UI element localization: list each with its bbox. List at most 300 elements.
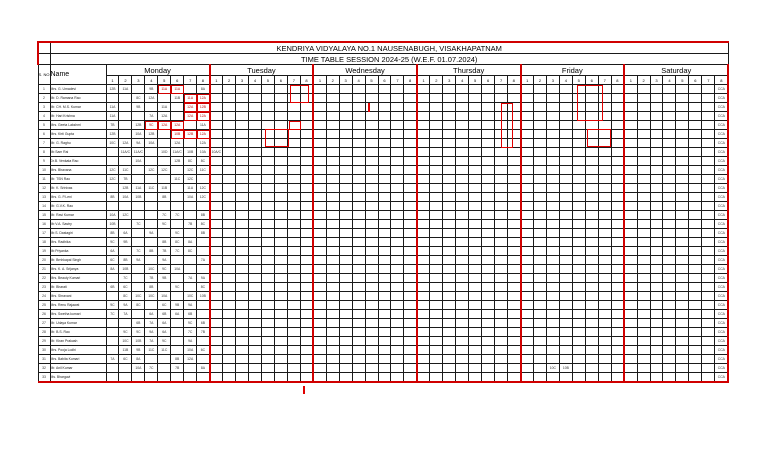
period-cell[interactable]	[197, 301, 210, 310]
period-cell[interactable]	[223, 202, 236, 211]
period-cell[interactable]	[663, 85, 676, 94]
period-cell[interactable]: 10B	[132, 193, 145, 202]
period-cell[interactable]: 9C	[106, 238, 119, 247]
period-cell[interactable]	[223, 112, 236, 121]
period-cell[interactable]	[469, 193, 482, 202]
period-cell[interactable]: 12C	[158, 166, 171, 175]
period-cell[interactable]	[430, 157, 443, 166]
period-cell[interactable]	[287, 166, 300, 175]
period-cell[interactable]	[132, 211, 145, 220]
period-cell[interactable]	[391, 328, 404, 337]
period-cell[interactable]	[352, 211, 365, 220]
period-cell[interactable]	[274, 256, 287, 265]
period-cell[interactable]	[197, 310, 210, 319]
period-cell[interactable]	[443, 166, 456, 175]
period-cell[interactable]	[287, 238, 300, 247]
period-cell[interactable]	[624, 220, 637, 229]
period-cell[interactable]	[391, 184, 404, 193]
period-cell[interactable]	[469, 229, 482, 238]
period-cell[interactable]	[417, 202, 430, 211]
period-cell[interactable]	[352, 184, 365, 193]
period-cell[interactable]	[404, 184, 417, 193]
period-cell[interactable]	[223, 103, 236, 112]
period-cell[interactable]	[236, 247, 249, 256]
period-cell[interactable]: 10A	[145, 139, 158, 148]
period-cell[interactable]	[261, 103, 274, 112]
period-cell[interactable]	[559, 157, 572, 166]
period-cell[interactable]	[456, 85, 469, 94]
period-cell[interactable]: 9C	[119, 328, 132, 337]
period-cell[interactable]	[261, 85, 274, 94]
period-cell[interactable]	[391, 238, 404, 247]
period-cell[interactable]	[197, 238, 210, 247]
period-cell[interactable]	[119, 103, 132, 112]
period-cell[interactable]	[508, 211, 521, 220]
period-cell[interactable]	[171, 256, 184, 265]
period-cell[interactable]	[223, 247, 236, 256]
period-cell[interactable]	[417, 184, 430, 193]
period-cell[interactable]	[210, 184, 223, 193]
period-cell[interactable]	[313, 211, 326, 220]
period-cell[interactable]	[300, 319, 313, 328]
period-cell[interactable]	[689, 328, 702, 337]
period-cell[interactable]	[508, 319, 521, 328]
period-cell[interactable]	[261, 373, 274, 383]
period-cell[interactable]	[287, 175, 300, 184]
period-cell[interactable]: 6A	[145, 310, 158, 319]
period-cell[interactable]	[158, 355, 171, 364]
period-cell[interactable]	[676, 283, 689, 292]
period-cell[interactable]	[430, 175, 443, 184]
period-cell[interactable]: 10B	[184, 148, 197, 157]
period-cell[interactable]	[210, 346, 223, 355]
period-cell[interactable]	[430, 85, 443, 94]
period-cell[interactable]: 11C	[197, 166, 210, 175]
period-cell[interactable]	[689, 112, 702, 121]
period-cell[interactable]	[456, 283, 469, 292]
period-cell[interactable]	[184, 256, 197, 265]
period-cell[interactable]	[482, 202, 495, 211]
period-cell[interactable]	[533, 337, 546, 346]
period-cell[interactable]	[210, 256, 223, 265]
period-cell[interactable]	[365, 337, 378, 346]
period-cell[interactable]	[443, 103, 456, 112]
period-cell[interactable]	[637, 328, 650, 337]
period-cell[interactable]	[236, 175, 249, 184]
period-cell[interactable]	[326, 148, 339, 157]
period-cell[interactable]	[261, 274, 274, 283]
period-cell[interactable]	[508, 373, 521, 383]
period-cell[interactable]	[443, 346, 456, 355]
period-cell[interactable]: 8A	[184, 238, 197, 247]
period-cell[interactable]	[495, 292, 508, 301]
period-cell[interactable]	[248, 193, 261, 202]
period-cell[interactable]	[158, 94, 171, 103]
period-cell[interactable]	[521, 265, 534, 274]
period-cell[interactable]	[611, 139, 624, 148]
period-cell[interactable]	[184, 373, 197, 383]
period-cell[interactable]	[171, 220, 184, 229]
period-cell[interactable]	[404, 319, 417, 328]
period-cell[interactable]	[533, 211, 546, 220]
period-cell[interactable]	[417, 346, 430, 355]
period-cell[interactable]	[274, 301, 287, 310]
period-cell[interactable]	[650, 220, 663, 229]
period-cell[interactable]: 7B	[106, 121, 119, 130]
period-cell[interactable]	[598, 373, 611, 383]
period-cell[interactable]	[572, 346, 585, 355]
period-cell[interactable]	[313, 121, 326, 130]
period-cell[interactable]	[702, 193, 715, 202]
period-cell[interactable]	[559, 175, 572, 184]
period-cell[interactable]	[637, 112, 650, 121]
period-cell[interactable]	[546, 157, 559, 166]
period-cell[interactable]	[300, 121, 313, 130]
period-cell[interactable]	[352, 85, 365, 94]
period-cell[interactable]	[585, 301, 598, 310]
period-cell[interactable]: 7A	[106, 355, 119, 364]
period-cell[interactable]	[145, 202, 158, 211]
period-cell[interactable]	[702, 283, 715, 292]
period-cell[interactable]	[572, 301, 585, 310]
period-cell[interactable]	[533, 220, 546, 229]
period-cell[interactable]	[236, 256, 249, 265]
period-cell[interactable]	[287, 202, 300, 211]
period-cell[interactable]	[559, 202, 572, 211]
period-cell[interactable]	[689, 238, 702, 247]
period-cell[interactable]: CCA	[715, 364, 729, 373]
period-cell[interactable]	[482, 166, 495, 175]
period-cell[interactable]	[236, 130, 249, 139]
period-cell[interactable]	[106, 274, 119, 283]
period-cell[interactable]: 12A	[184, 355, 197, 364]
period-cell[interactable]: CCA	[715, 283, 729, 292]
period-cell[interactable]	[223, 310, 236, 319]
period-cell[interactable]	[611, 274, 624, 283]
period-cell[interactable]	[287, 229, 300, 238]
period-cell[interactable]	[261, 94, 274, 103]
period-cell[interactable]	[365, 121, 378, 130]
period-cell[interactable]	[404, 229, 417, 238]
period-cell[interactable]	[417, 85, 430, 94]
period-cell[interactable]: 10D	[158, 148, 171, 157]
period-cell[interactable]	[132, 229, 145, 238]
period-cell[interactable]	[404, 121, 417, 130]
period-cell[interactable]	[624, 256, 637, 265]
period-cell[interactable]	[546, 328, 559, 337]
period-cell[interactable]	[469, 103, 482, 112]
period-cell[interactable]	[184, 283, 197, 292]
period-cell[interactable]: 10A	[132, 157, 145, 166]
period-cell[interactable]	[391, 220, 404, 229]
period-cell[interactable]	[158, 202, 171, 211]
period-cell[interactable]	[482, 256, 495, 265]
period-cell[interactable]	[585, 274, 598, 283]
period-cell[interactable]	[495, 94, 508, 103]
period-cell[interactable]	[300, 328, 313, 337]
period-cell[interactable]	[287, 193, 300, 202]
period-cell[interactable]	[430, 283, 443, 292]
period-cell[interactable]: 7C	[145, 364, 158, 373]
period-cell[interactable]	[469, 94, 482, 103]
period-cell[interactable]	[236, 373, 249, 383]
period-cell[interactable]	[313, 103, 326, 112]
period-cell[interactable]	[106, 148, 119, 157]
period-cell[interactable]	[676, 337, 689, 346]
period-cell[interactable]	[391, 148, 404, 157]
period-cell[interactable]: 8C	[184, 157, 197, 166]
period-cell[interactable]	[313, 292, 326, 301]
period-cell[interactable]	[533, 139, 546, 148]
period-cell[interactable]	[559, 283, 572, 292]
period-cell[interactable]	[663, 202, 676, 211]
period-cell[interactable]	[533, 310, 546, 319]
period-cell[interactable]	[313, 337, 326, 346]
period-cell[interactable]	[287, 292, 300, 301]
period-cell[interactable]	[417, 337, 430, 346]
period-cell[interactable]	[598, 238, 611, 247]
period-cell[interactable]	[378, 202, 391, 211]
period-cell[interactable]	[663, 301, 676, 310]
period-cell[interactable]	[326, 328, 339, 337]
period-cell[interactable]	[365, 274, 378, 283]
period-cell[interactable]	[391, 292, 404, 301]
period-cell[interactable]: 12B	[132, 121, 145, 130]
period-cell[interactable]	[456, 229, 469, 238]
period-cell[interactable]	[611, 148, 624, 157]
period-cell[interactable]	[248, 310, 261, 319]
period-cell[interactable]	[585, 229, 598, 238]
period-cell[interactable]	[378, 130, 391, 139]
period-cell[interactable]	[559, 337, 572, 346]
period-cell[interactable]	[650, 112, 663, 121]
period-cell[interactable]	[572, 211, 585, 220]
period-cell[interactable]	[391, 139, 404, 148]
period-cell[interactable]	[210, 364, 223, 373]
period-cell[interactable]	[508, 292, 521, 301]
period-cell[interactable]	[417, 157, 430, 166]
period-cell[interactable]	[650, 85, 663, 94]
period-cell[interactable]	[637, 364, 650, 373]
period-cell[interactable]	[702, 355, 715, 364]
period-cell[interactable]	[533, 94, 546, 103]
period-cell[interactable]	[559, 220, 572, 229]
period-cell[interactable]	[482, 319, 495, 328]
period-cell[interactable]	[119, 130, 132, 139]
period-cell[interactable]	[689, 274, 702, 283]
period-cell[interactable]	[404, 355, 417, 364]
period-cell[interactable]	[417, 103, 430, 112]
period-cell[interactable]	[650, 373, 663, 383]
period-cell[interactable]	[326, 355, 339, 364]
period-cell[interactable]	[236, 319, 249, 328]
period-cell[interactable]	[624, 202, 637, 211]
period-cell[interactable]	[624, 157, 637, 166]
period-cell[interactable]: 7A	[184, 274, 197, 283]
period-cell[interactable]	[533, 301, 546, 310]
period-cell[interactable]: 8B	[158, 238, 171, 247]
period-cell[interactable]	[132, 373, 145, 383]
period-cell[interactable]	[365, 112, 378, 121]
period-cell[interactable]	[236, 85, 249, 94]
period-cell[interactable]	[456, 247, 469, 256]
period-cell[interactable]	[145, 157, 158, 166]
period-cell[interactable]	[378, 220, 391, 229]
period-cell[interactable]	[637, 274, 650, 283]
period-cell[interactable]	[521, 175, 534, 184]
period-cell[interactable]: 11B	[171, 94, 184, 103]
period-cell[interactable]	[533, 265, 546, 274]
period-cell[interactable]	[339, 301, 352, 310]
period-cell[interactable]: 10C	[132, 292, 145, 301]
period-cell[interactable]	[326, 319, 339, 328]
period-cell[interactable]	[404, 139, 417, 148]
period-cell[interactable]	[287, 364, 300, 373]
period-cell[interactable]	[223, 256, 236, 265]
period-cell[interactable]	[676, 130, 689, 139]
period-cell[interactable]	[624, 283, 637, 292]
period-cell[interactable]	[313, 310, 326, 319]
period-cell[interactable]	[689, 220, 702, 229]
period-cell[interactable]	[223, 121, 236, 130]
period-cell[interactable]	[287, 274, 300, 283]
period-cell[interactable]	[443, 247, 456, 256]
period-cell[interactable]	[274, 103, 287, 112]
period-cell[interactable]	[443, 220, 456, 229]
period-cell[interactable]	[339, 184, 352, 193]
period-cell[interactable]	[598, 274, 611, 283]
period-cell[interactable]	[274, 274, 287, 283]
period-cell[interactable]	[300, 373, 313, 383]
period-cell[interactable]	[248, 283, 261, 292]
period-cell[interactable]: 11A/C	[132, 148, 145, 157]
period-cell[interactable]	[443, 229, 456, 238]
period-cell[interactable]	[533, 193, 546, 202]
period-cell[interactable]	[598, 292, 611, 301]
period-cell[interactable]	[585, 193, 598, 202]
period-cell[interactable]	[210, 220, 223, 229]
period-cell[interactable]	[339, 130, 352, 139]
period-cell[interactable]	[702, 337, 715, 346]
period-cell[interactable]	[352, 328, 365, 337]
period-cell[interactable]: 8B	[106, 229, 119, 238]
period-cell[interactable]	[171, 328, 184, 337]
period-cell[interactable]	[611, 247, 624, 256]
period-cell[interactable]	[171, 373, 184, 383]
period-cell[interactable]	[261, 202, 274, 211]
period-cell[interactable]	[417, 301, 430, 310]
period-cell[interactable]	[236, 265, 249, 274]
period-cell[interactable]	[145, 175, 158, 184]
period-cell[interactable]	[223, 166, 236, 175]
period-cell[interactable]	[663, 193, 676, 202]
period-cell[interactable]	[650, 157, 663, 166]
period-cell[interactable]	[378, 283, 391, 292]
period-cell[interactable]	[248, 301, 261, 310]
period-cell[interactable]	[300, 202, 313, 211]
period-cell[interactable]	[456, 202, 469, 211]
period-cell[interactable]	[417, 211, 430, 220]
period-cell[interactable]	[469, 310, 482, 319]
period-cell[interactable]	[261, 283, 274, 292]
period-cell[interactable]	[689, 103, 702, 112]
period-cell[interactable]: 9A	[145, 328, 158, 337]
period-cell[interactable]	[339, 166, 352, 175]
period-cell[interactable]	[430, 112, 443, 121]
period-cell[interactable]	[443, 328, 456, 337]
period-cell[interactable]	[611, 310, 624, 319]
period-cell[interactable]	[248, 121, 261, 130]
period-cell[interactable]	[624, 328, 637, 337]
period-cell[interactable]	[533, 283, 546, 292]
period-cell[interactable]	[210, 85, 223, 94]
period-cell[interactable]: 8C	[184, 247, 197, 256]
period-cell[interactable]	[598, 364, 611, 373]
period-cell[interactable]	[598, 193, 611, 202]
period-cell[interactable]	[559, 211, 572, 220]
period-cell[interactable]: 8C	[197, 220, 210, 229]
period-cell[interactable]	[223, 364, 236, 373]
period-cell[interactable]	[210, 112, 223, 121]
period-cell[interactable]	[572, 166, 585, 175]
period-cell[interactable]	[689, 337, 702, 346]
period-cell[interactable]	[443, 175, 456, 184]
period-cell[interactable]	[637, 256, 650, 265]
period-cell[interactable]	[456, 184, 469, 193]
period-cell[interactable]: 9A	[119, 301, 132, 310]
period-cell[interactable]	[546, 166, 559, 175]
period-cell[interactable]	[663, 130, 676, 139]
period-cell[interactable]	[365, 130, 378, 139]
period-cell[interactable]	[287, 328, 300, 337]
period-cell[interactable]	[456, 157, 469, 166]
period-cell[interactable]	[546, 121, 559, 130]
period-cell[interactable]	[391, 301, 404, 310]
period-cell[interactable]	[404, 175, 417, 184]
period-cell[interactable]	[248, 364, 261, 373]
period-cell[interactable]	[689, 265, 702, 274]
period-cell[interactable]	[676, 364, 689, 373]
period-cell[interactable]: 12B	[171, 157, 184, 166]
period-cell[interactable]: 6A	[158, 328, 171, 337]
period-cell[interactable]	[650, 130, 663, 139]
period-cell[interactable]: 11A/C	[119, 148, 132, 157]
period-cell[interactable]	[585, 292, 598, 301]
period-cell[interactable]	[378, 328, 391, 337]
period-cell[interactable]	[404, 247, 417, 256]
period-cell[interactable]	[624, 85, 637, 94]
period-cell[interactable]	[469, 202, 482, 211]
period-cell[interactable]	[326, 103, 339, 112]
period-cell[interactable]	[417, 121, 430, 130]
period-cell[interactable]: CCA	[715, 211, 729, 220]
period-cell[interactable]	[482, 301, 495, 310]
period-cell[interactable]: 7C	[158, 211, 171, 220]
period-cell[interactable]	[443, 121, 456, 130]
period-cell[interactable]	[585, 247, 598, 256]
period-cell[interactable]	[300, 238, 313, 247]
period-cell[interactable]	[650, 265, 663, 274]
period-cell[interactable]	[521, 373, 534, 383]
period-cell[interactable]	[650, 346, 663, 355]
period-cell[interactable]	[248, 265, 261, 274]
period-cell[interactable]: 10B	[132, 337, 145, 346]
period-cell[interactable]	[546, 184, 559, 193]
period-cell[interactable]	[236, 220, 249, 229]
period-cell[interactable]	[637, 121, 650, 130]
period-cell[interactable]	[430, 337, 443, 346]
period-cell[interactable]: 11A	[106, 103, 119, 112]
